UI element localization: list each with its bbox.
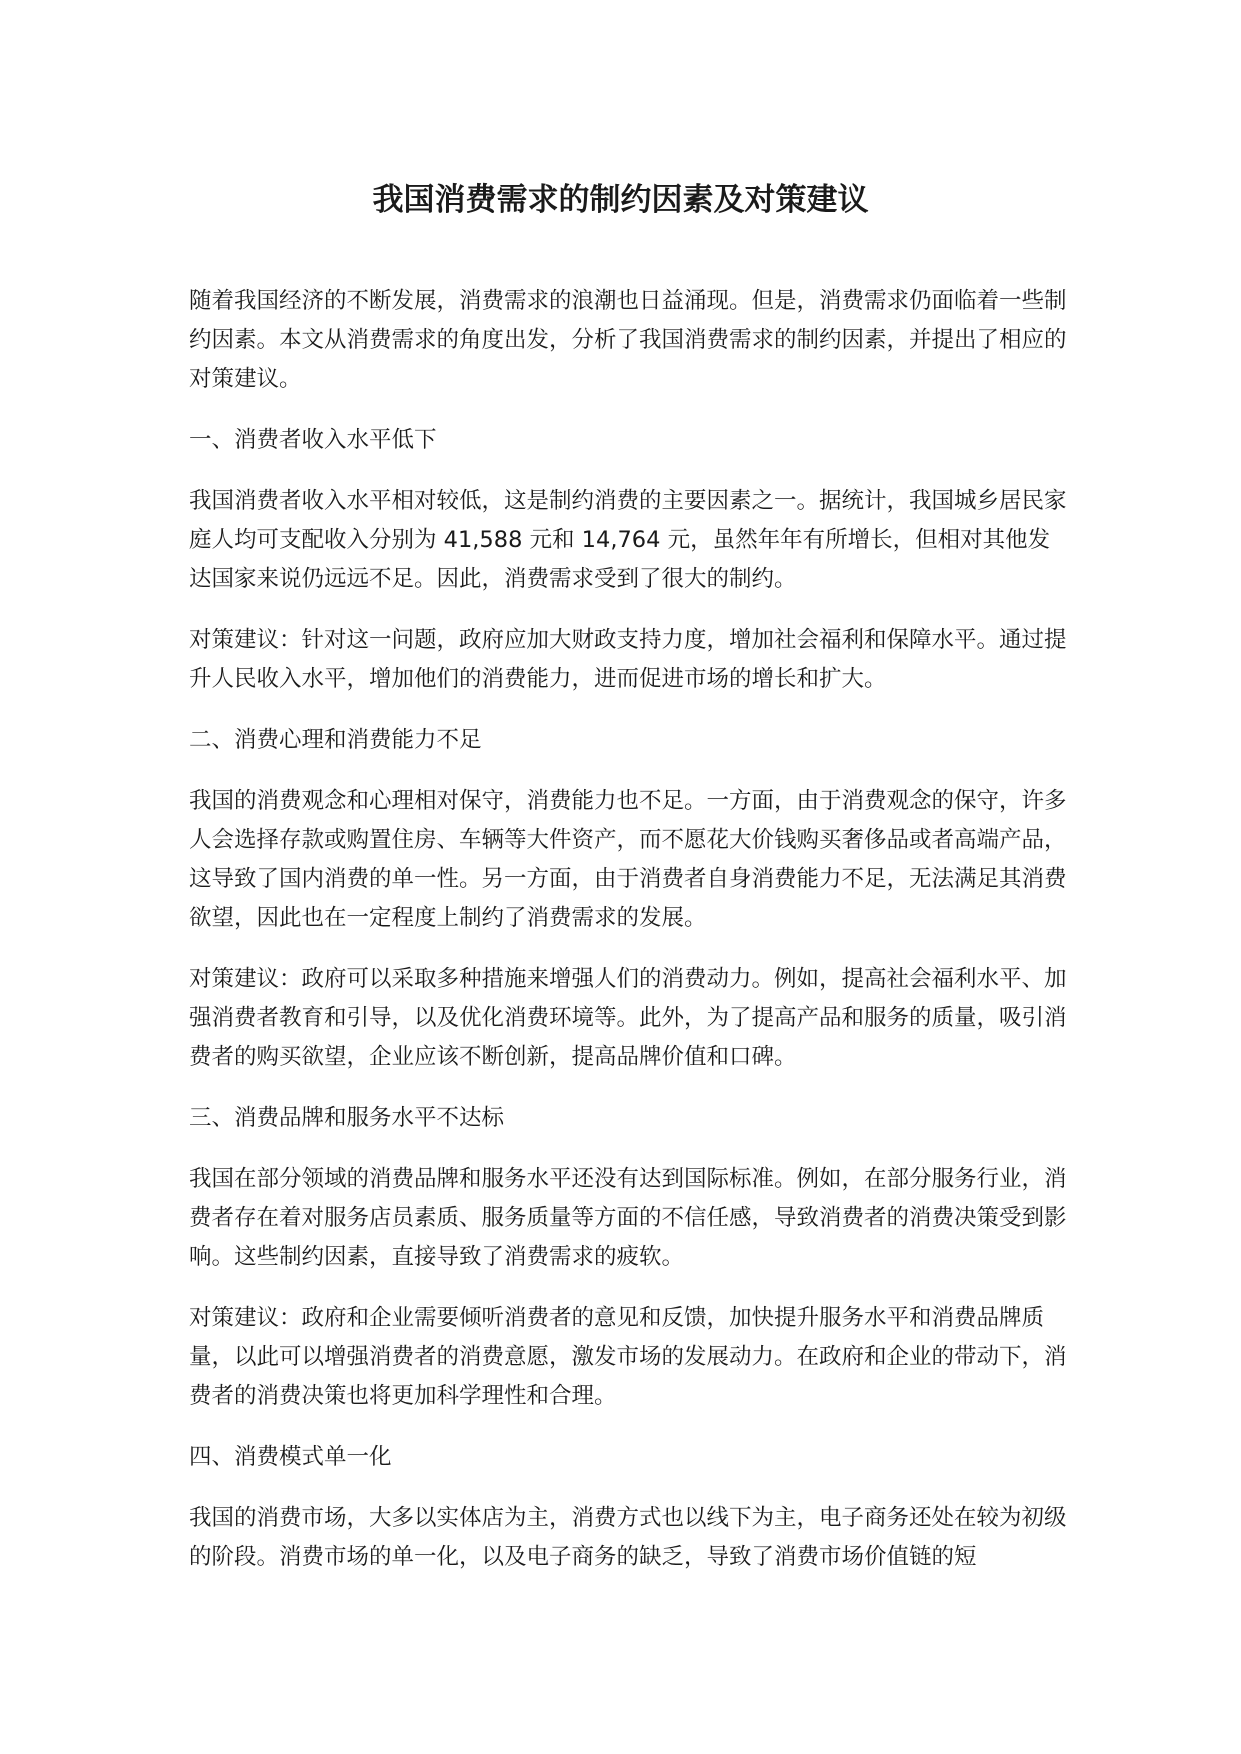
document-body [189, 282, 1067, 1599]
section-3-paragraph: 我国在部分领域的消费品牌和服务水平还没有达到国际标准。例如，在部分服务行业，消费者存在着对服务店员素质、服务质量等方面的不信任感，导致消费者的消费决策受到影响。这些制约因素，直接导致了消费需求的疲软。 [189, 1166, 1067, 1270]
section-3-suggestion: 对策建议：政府和企业需要倾听消费者的意见和反馈，加快提升服务水平和消费品牌质量，以此可以增强消费者的消费意愿，激发市场的发展动力。在政府和企业的带动下，消费者的消费决策也将更加科学理性和合理。 [189, 1305, 1067, 1409]
section-2-paragraph: 我国的消费观念和心理相对保守，消费能力也不足。一方面，由于消费观念的保守，许多人会选择存款或购置住房、车辆等大件资产，而不愿花大价钱购买奢侈品或者高端产品，这导致了国内消费的单一性。另一方面，由于消费者自身消费能力不足，无法满足其消费欲望，因此也在一定程度上制约了消费需求的发展。 [189, 788, 1067, 931]
section-heading-1: 一、消费者收入水平低下 [189, 427, 437, 453]
intro-paragraph: 随着我国经济的不断发展，消费需求的浪潮也日益涌现。但是，消费需求仍面临着一些制约因素。本文从消费需求的角度出发，分析了我国消费需求的制约因素，并提出了相应的对策建议。 [189, 288, 1067, 392]
section-1-paragraph: 我国消费者收入水平相对较低，这是制约消费的主要因素之一。据统计，我国城乡居民家庭人均可支配收入分别为 41,588 元和 14,764 元，虽然年年有所增长，但相对其他发达国家来说仍远远不足。因此，消费需求受到了很大的制约。 [189, 488, 1067, 592]
section-heading-2: 二、消费心理和消费能力不足 [189, 727, 482, 753]
section-4-paragraph: 我国的消费市场，大多以实体店为主，消费方式也以线下为主，电子商务还处在较为初级的阶段。消费市场的单一化，以及电子商务的缺乏，导致了消费市场价值链的短 [189, 1505, 1067, 1570]
section-heading-4: 四、消费模式单一化 [189, 1444, 392, 1470]
section-2-suggestion: 对策建议：政府可以采取多种措施来增强人们的消费动力。例如，提高社会福利水平、加强消费者教育和引导，以及优化消费环境等。此外，为了提高产品和服务的质量，吸引消费者的购买欲望，企业应该不断创新，提高品牌价值和口碑。 [189, 966, 1067, 1070]
section-heading-3: 三、消费品牌和服务水平不达标 [189, 1105, 505, 1131]
section-1-suggestion: 对策建议：针对这一问题，政府应加大财政支持力度，增加社会福利和保障水平。通过提升人民收入水平，增加他们的消费能力，进而促进市场的增长和扩大。 [189, 627, 1067, 692]
document-title: 我国消费需求的制约因素及对策建议 [372, 182, 869, 218]
